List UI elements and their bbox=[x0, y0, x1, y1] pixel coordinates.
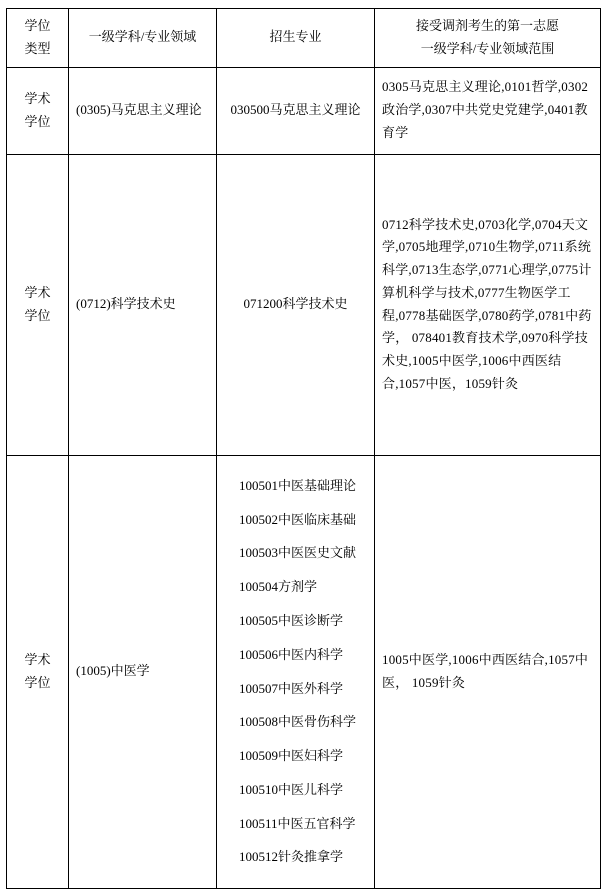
cell-degree-type bbox=[7, 455, 69, 888]
major-list-item: 100503中医医史文献 bbox=[239, 545, 357, 561]
admission-adjustment-table bbox=[6, 8, 601, 889]
header-discipline: 一级学科/专业领域 bbox=[69, 9, 217, 68]
cell-major: 030500马克思主义理论 bbox=[217, 67, 375, 154]
cell-degree-type bbox=[7, 67, 69, 154]
major-list-item: 100508中医骨伤科学 bbox=[239, 714, 357, 730]
cell-scope: 0305马克思主义理论,0101哲学,0302政治学,0307中共党史党建学,0401教育学 bbox=[375, 67, 601, 154]
cell-major-list bbox=[217, 455, 375, 888]
major-list-item: 100511中医五官科学 bbox=[239, 815, 356, 831]
header-degree-type-line1: 学位 bbox=[24, 18, 51, 33]
table-row bbox=[7, 67, 601, 154]
cell-major: 071200科学技术史 bbox=[217, 154, 375, 455]
degree-type-line2: 学位 bbox=[24, 113, 51, 129]
major-list-item: 100507中医外科学 bbox=[239, 680, 344, 696]
table-body bbox=[7, 67, 601, 888]
major-list-item: 100504方剂学 bbox=[239, 579, 318, 595]
major-list-item: 100512针灸推拿学 bbox=[239, 849, 344, 865]
table-row bbox=[7, 154, 601, 455]
major-list-item: 100505中医诊断学 bbox=[239, 612, 344, 628]
degree-type-line1: 学术 bbox=[24, 90, 51, 106]
table-row bbox=[7, 455, 601, 888]
table-header bbox=[7, 9, 601, 68]
degree-type-line1: 学术 bbox=[24, 284, 51, 300]
header-scope-line1: 接受调剂考生的第一志愿 bbox=[415, 18, 559, 33]
header-degree-type bbox=[7, 9, 69, 68]
cell-scope: 0712科学技术史,0703化学,0704天文学,0705地理学,0710生物学,0711系统科学,0713生态学,0771心理学,0775计算机科学与技术,0777生物医学工程,0778基础医学,0780药学,0781中药学， 078401教育技术学,0970科学技术史,1005中医学,1006中西医结合,1057中医，1059针灸 bbox=[375, 154, 601, 455]
cell-scope: 1005中医学,1006中西医结合,1057中医， 1059针灸 bbox=[375, 455, 601, 888]
degree-type-line1: 学术 bbox=[24, 651, 51, 667]
header-major: 招生专业 bbox=[217, 9, 375, 68]
major-list-item: 100510中医儿科学 bbox=[239, 781, 344, 797]
header-scope-line2: 一级学科/专业领域范围 bbox=[420, 40, 555, 56]
cell-discipline: (0305)马克思主义理论 bbox=[69, 67, 217, 154]
major-list-item: 100502中医临床基础 bbox=[239, 511, 357, 527]
cell-discipline: (1005)中医学 bbox=[69, 455, 217, 888]
degree-type-line2: 学位 bbox=[24, 674, 51, 690]
table-header-row bbox=[7, 9, 601, 68]
header-scope bbox=[375, 9, 601, 68]
major-list-item: 100501中医基础理论 bbox=[239, 477, 357, 493]
major-list-item: 100506中医内科学 bbox=[239, 646, 344, 662]
degree-type-line2: 学位 bbox=[24, 307, 51, 323]
major-list-item: 100509中医妇科学 bbox=[239, 748, 344, 764]
cell-discipline: (0712)科学技术史 bbox=[69, 154, 217, 455]
header-degree-type-line2: 类型 bbox=[24, 40, 51, 56]
cell-degree-type bbox=[7, 154, 69, 455]
